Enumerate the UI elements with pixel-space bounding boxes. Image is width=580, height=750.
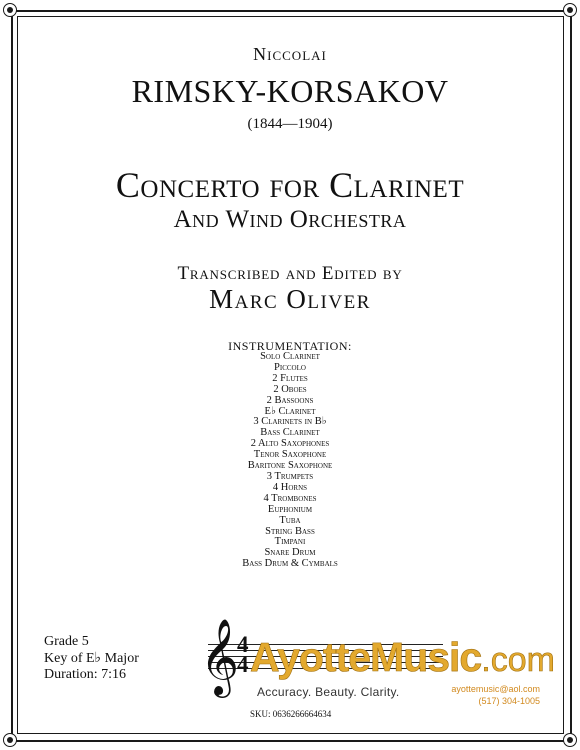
grade-label: Grade 5 xyxy=(44,634,89,649)
instrument-item: 2 Flutes xyxy=(272,372,308,384)
credits-label: Transcribed and Edited by xyxy=(177,263,403,284)
instrument-item: E♭ Clarinet xyxy=(264,405,316,417)
composer-first-name: Niccolai xyxy=(253,44,327,64)
work-info xyxy=(44,634,139,684)
instrumentation-list xyxy=(0,352,580,570)
publisher-tagline: Accuracy. Beauty. Clarity. xyxy=(257,685,400,699)
composer-last-name: RIMSKY-KORSAKOV xyxy=(131,73,449,109)
instrumentation-heading: INSTRUMENTATION: xyxy=(228,339,352,353)
composer-dates: (1844—1904) xyxy=(247,116,333,132)
instrument-item: Snare Drum xyxy=(264,547,316,559)
instrument-item: 3 Clarinets in B♭ xyxy=(253,416,327,428)
instrument-item: Bass Drum & Cymbals xyxy=(242,558,338,570)
corner-ornament-top-left xyxy=(3,3,17,17)
instrument-item: 2 Bassoons xyxy=(266,394,314,406)
duration-label: Duration: 7:16 xyxy=(44,667,127,682)
corner-ornament-bottom-left xyxy=(3,733,17,747)
instrument-item: Tenor Saxophone xyxy=(253,449,327,461)
treble-clef-icon: 𝄞 xyxy=(200,618,240,695)
publisher-logo xyxy=(200,617,555,709)
instrument-item: 4 Trombones xyxy=(263,492,317,504)
instrument-item: 3 Trumpets xyxy=(266,470,314,482)
publisher-phone: (517) 304-1005 xyxy=(478,696,540,706)
instrument-item: 2 Oboes xyxy=(273,383,307,395)
time-signature-top: 4 xyxy=(237,632,249,657)
sku-label: SKU: 0636266664634 xyxy=(250,709,332,719)
instrument-item: 2 Alto Saxophones xyxy=(250,438,330,450)
instrument-item: 4 Horns xyxy=(272,481,308,493)
time-signature-bottom: 4 xyxy=(237,652,249,677)
brand-name: AyotteMusic xyxy=(250,634,482,680)
instrument-item: Solo Clarinet xyxy=(260,351,320,362)
publisher-email: ayottemusic@aol.com xyxy=(451,684,540,694)
instrument-item: Bass Clarinet xyxy=(260,427,320,439)
time-signature xyxy=(237,632,249,677)
instrument-item: Baritone Saxophone xyxy=(247,460,333,472)
corner-ornament-bottom-right xyxy=(563,733,577,747)
instrument-item: Euphonium xyxy=(267,503,313,515)
work-title: Concerto for Clarinet xyxy=(115,165,465,205)
instrument-item: String Bass xyxy=(265,525,315,537)
publisher-brand xyxy=(250,635,555,682)
corner-ornament-top-right xyxy=(563,3,577,17)
instrument-item: Tuba xyxy=(279,514,301,526)
key-label: Key of E♭ Major xyxy=(44,650,139,666)
brand-domain: .com xyxy=(481,641,555,679)
instrument-item: Piccolo xyxy=(274,361,306,373)
editor-name: Marc Oliver xyxy=(209,284,371,314)
instrument-item: Timpani xyxy=(274,536,306,548)
work-subtitle: And Wind Orchestra xyxy=(173,206,407,233)
